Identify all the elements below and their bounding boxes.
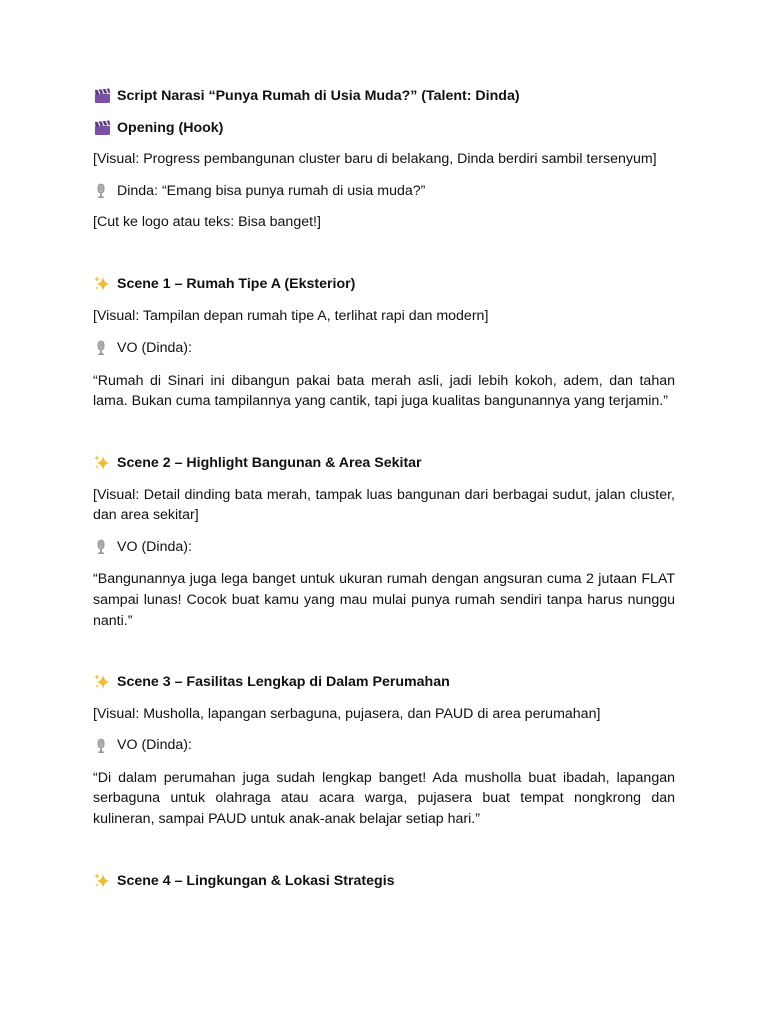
clapper-board-icon [93, 87, 111, 105]
scene-4-heading-text: Scene 4 – Lingkungan & Lokasi Strategis [117, 872, 395, 889]
scene-3-vo-label [93, 735, 675, 756]
clapper-board-icon [93, 119, 111, 137]
scene-1-heading-text: Scene 1 – Rumah Tipe A (Eksterior) [117, 275, 356, 292]
scene-1-vo-label-text: VO (Dinda): [117, 340, 192, 357]
scene-2-vo-label [93, 537, 675, 558]
scene-1-vo-label [93, 338, 675, 359]
sparkles-icon [93, 872, 111, 890]
scene-2-visual: [Visual: Detail dinding bata merah, tampak luas bangunan dari berbagai sudut, jalan cluster, dan area sekitar] [93, 486, 675, 524]
scene-1-heading [93, 274, 675, 295]
scene-2-vo-label-text: VO (Dinda): [117, 538, 192, 555]
scene-3-heading-text: Scene 3 – Fasilitas Lengkap di Dalam Perumahan [117, 674, 450, 691]
microphone-icon [93, 737, 109, 755]
sparkles-icon [93, 275, 111, 293]
opening-cut: [Cut ke logo atau teks: Bisa banget!] [93, 214, 321, 231]
sparkles-icon [93, 673, 111, 691]
opening-visual: [Visual: Progress pembangunan cluster baru di belakang, Dinda berdiri sambil tersenyum] [93, 151, 657, 168]
microphone-icon [93, 339, 109, 357]
scene-2-heading-text: Scene 2 – Highlight Bangunan & Area Sekitar [117, 454, 422, 471]
scene-2-heading [93, 453, 675, 474]
script-title [93, 86, 675, 107]
scene-4-heading [93, 871, 675, 892]
sparkles-icon [93, 454, 111, 472]
opening-heading [93, 118, 675, 139]
scene-1-vo-text: “Rumah di Sinari ini dibangun pakai bata merah asli, jadi lebih kokoh, adem, dan tahan lama. Bukan cuma tampilannya yang cantik, tapi juga kualitas bangunannya yang terjamin.” [93, 372, 675, 410]
scene-3-vo-text: “Di dalam perumahan juga sudah lengkap banget! Ada musholla buat ibadah, lapangan serbaguna untuk olahraga atau acara warga, pujasera buat tempat nongkrong dan kulineran, sampai PAUD untuk anak-anak belajar setiap hari.” [93, 769, 675, 828]
scene-3-heading [93, 672, 675, 693]
microphone-icon [93, 538, 109, 556]
opening-heading-text: Opening (Hook) [117, 119, 224, 136]
scene-1-visual: [Visual: Tampilan depan rumah tipe A, terlihat rapi dan modern] [93, 307, 489, 324]
scene-3-visual: [Visual: Musholla, lapangan serbaguna, pujasera, dan PAUD di area perumahan] [93, 705, 601, 722]
scene-3-vo-label-text: VO (Dinda): [117, 737, 192, 754]
script-title-text: Script Narasi “Punya Rumah di Usia Muda?” (Talent: Dinda) [117, 88, 520, 104]
opening-dialogue-text: Dinda: “Emang bisa punya rumah di usia muda?” [117, 182, 426, 199]
scene-2-vo-text: “Bangunannya juga lega banget untuk ukuran rumah dengan angsuran cuma 2 jutaan FLAT sampai lunas! Cocok buat kamu yang mau mulai punya rumah sendiri tanpa harus nunggu nanti.” [93, 571, 675, 629]
microphone-icon [93, 182, 109, 200]
opening-dialogue [93, 181, 675, 202]
document-page [93, 86, 675, 891]
